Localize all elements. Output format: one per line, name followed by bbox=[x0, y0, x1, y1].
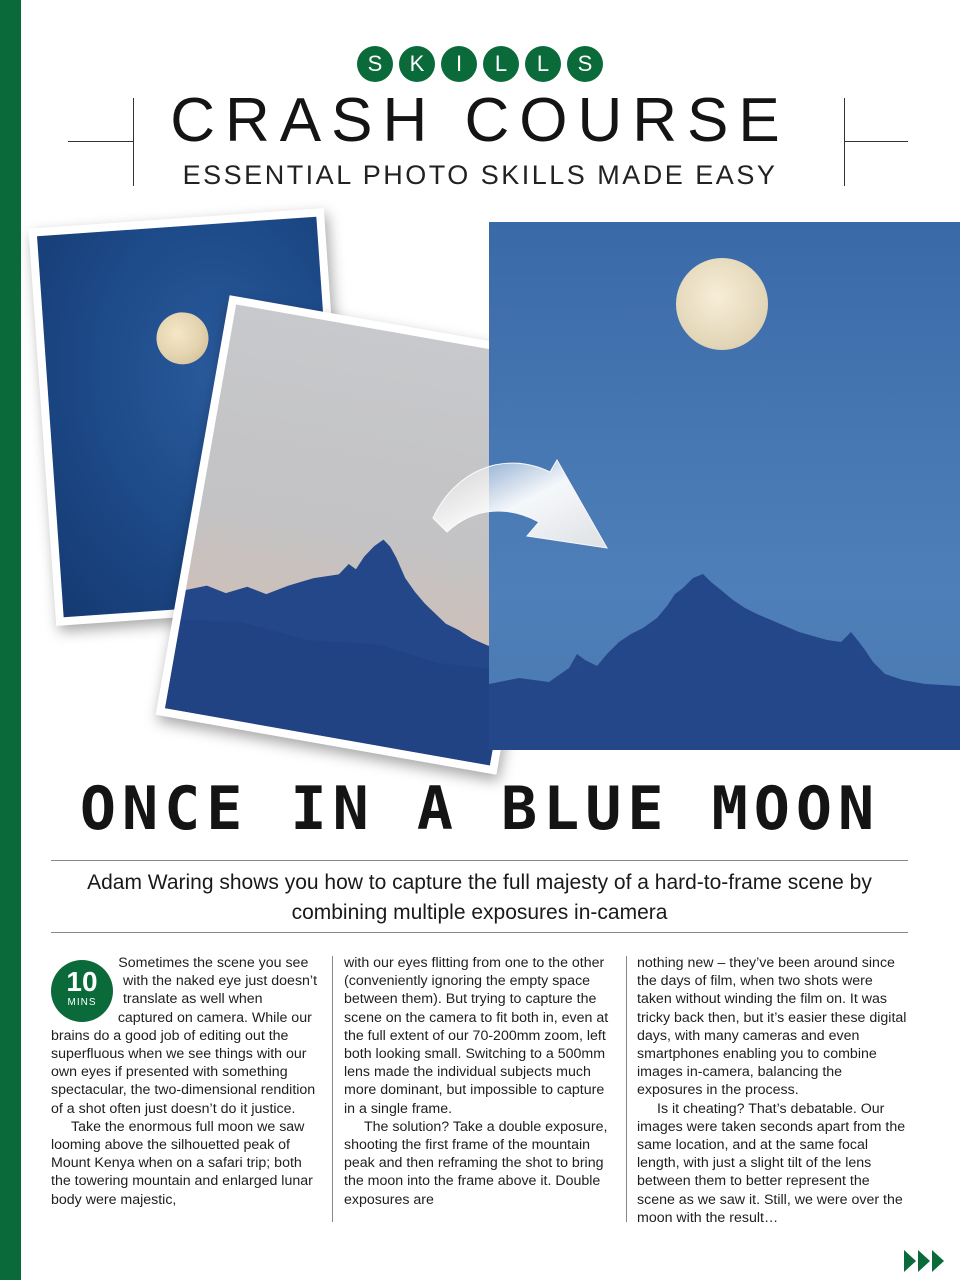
skills-letter: L bbox=[483, 46, 519, 82]
skills-letter: I bbox=[441, 46, 477, 82]
top-rule bbox=[51, 860, 908, 861]
skills-letter: L bbox=[525, 46, 561, 82]
paragraph: Is it cheating? That’s debatable. Our images were taken seconds apart from the same location, and at the same focal length, with just a slight tilt of the lens between them to better represent the scene as we saw it. Still, we were over the moon with the result… bbox=[637, 1100, 906, 1226]
body-column-3 bbox=[637, 954, 907, 1227]
body-column-1 bbox=[51, 954, 320, 1209]
time-badge bbox=[51, 960, 113, 1022]
time-badge-unit: MINS bbox=[67, 997, 97, 1008]
paragraph: nothing new – they’ve been around since the days of film, when two shots were taken without winding the film on. It was tricky back then, but it’s easier these digital days, with many cameras and even smartphones enabling you to combine images in-camera, balancing the exposures in the process. bbox=[637, 955, 907, 1099]
article-headline: ONCE IN A BLUE MOON bbox=[79, 774, 881, 844]
next-page-arrows-icon[interactable] bbox=[904, 1248, 950, 1274]
column-divider bbox=[332, 956, 333, 1222]
paragraph: with our eyes flitting from one to the other (conveniently ignoring the empty space between them). But trying to capture the scene on the camera to fit both in, even at the full extent of our 70-200mm zoom, left both looking small. Switching to a 500mm lens made the individual subjects much more dominant, but impossible to capture in a single frame. bbox=[344, 955, 609, 1117]
skills-letter: K bbox=[399, 46, 435, 82]
moon-small bbox=[155, 311, 211, 367]
paragraph: Sometimes the scene you see with the naked eye just doesn’t translate as well when captured on camera. While our brains do a good job of editing out the superfluous when we see things with our own eyes if presented with something spectacular, the two-dimensional rendition of a shot often just doesn’t do it justice. bbox=[51, 955, 318, 1117]
section-title: CRASH COURSE bbox=[170, 86, 790, 155]
skills-letter: S bbox=[567, 46, 603, 82]
bottom-rule bbox=[51, 932, 908, 933]
curved-arrow-icon bbox=[425, 440, 615, 560]
green-side-bar bbox=[0, 0, 21, 1280]
column-divider bbox=[626, 956, 627, 1222]
time-badge-value: 10 bbox=[66, 966, 98, 997]
body-column-2 bbox=[344, 954, 618, 1209]
paragraph: Take the enormous full moon we saw looming above the silhouetted peak of Mount Kenya when on a safari trip; both the towering mountain and enlarged lunar body were majestic, bbox=[51, 1118, 313, 1208]
skills-letter: S bbox=[357, 46, 393, 82]
section-subtitle: ESSENTIAL PHOTO SKILLS MADE EASY bbox=[182, 160, 778, 190]
article-standfirst: Adam Waring shows you how to capture the full majesty of a hard-to-frame scene by combining multiple exposures in-camera bbox=[87, 871, 872, 924]
skills-label bbox=[0, 46, 960, 82]
paragraph: The solution? Take a double exposure, shooting the first frame of the mountain peak and then reframing the shot to bring the moon into the frame above it. Double exposures are bbox=[344, 1118, 608, 1208]
